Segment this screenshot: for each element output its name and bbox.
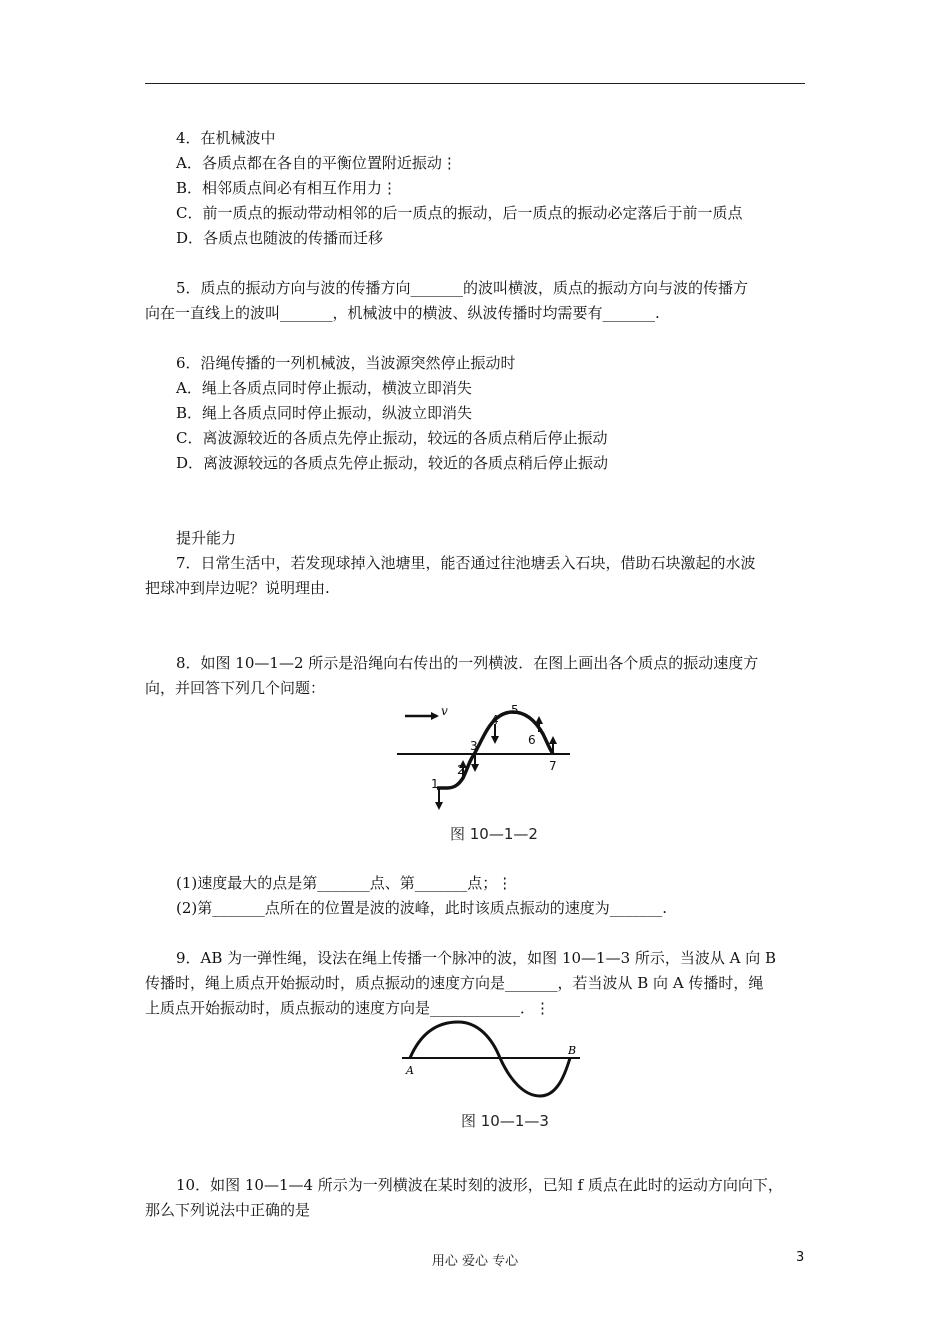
point-1-label: 1: [431, 777, 439, 791]
q4-stem: 4．在机械波中: [176, 129, 276, 147]
q9-line3: 上质点开始振动时，质点振动的速度方向是____________．⋮: [145, 999, 551, 1017]
point-7-label: 7: [549, 759, 557, 773]
point-3-label: 3: [470, 739, 478, 753]
q5-line2: 向在一直线上的波叫_______，机械波中的横波、纵波传播时均需要有_______.: [145, 304, 660, 322]
figure-10-1-2-caption: 图 10—1—2: [450, 825, 538, 843]
propagation-arrow-head: [431, 712, 439, 720]
q8-line2: 向，并回答下列几个问题：: [145, 679, 326, 697]
figure-10-1-3-caption: 图 10—1—3: [461, 1112, 549, 1130]
q10-line1: 10．如图 10—1—4 所示为一列横波在某时刻的波形，已知 f 质点在此时的运动方向向下，: [176, 1176, 783, 1194]
q4-option-a: A．各质点都在各自的平衡位置附近振动⋮: [176, 154, 457, 172]
point-2-label: 2: [457, 763, 465, 777]
page-footer: 用心 爱心 专心: [431, 1254, 519, 1269]
q6-stem: 6．沿绳传播的一列机械波，当波源突然停止振动时: [176, 354, 516, 372]
point-4-label: 4: [491, 713, 499, 727]
point-5-label: 5: [511, 703, 519, 717]
q8-line1: 8．如图 10—1—2 所示是沿绳向右传出的一列横波．在图上画出各个质点的振动速度方: [176, 654, 759, 672]
q9-line2: 传播时，绳上质点开始振动时，质点振动的速度方向是_______，若当波从 B 向 A 传播时，绳: [145, 974, 764, 992]
q6-option-d: D．离波源较远的各质点先停止振动，较近的各质点稍后停止振动: [176, 454, 609, 472]
page-number: 3: [796, 1250, 805, 1265]
q4-option-c: C．前一质点的振动带动相邻的后一质点的振动，后一质点的振动必定落后于前一质点: [176, 204, 743, 222]
q10-line2: 那么下列说法中正确的是: [145, 1201, 311, 1219]
q7-line1: 7．日常生活中，若发现球掉入池塘里，能否通过往池塘丢入石块，借助石块激起的水波: [176, 554, 756, 572]
q6-option-c: C．离波源较近的各质点先停止振动，较远的各质点稍后停止振动: [176, 429, 608, 447]
figure-10-1-2: [395, 700, 575, 820]
q6-option-a: A．绳上各质点同时停止振动，横波立即消失: [176, 379, 472, 397]
q9-line1: 9．AB 为一弹性绳，设法在绳上传播一个脉冲的波，如图 10—1—3 所示，当波从 A 向 B: [176, 949, 777, 967]
q8-sub1: (1)速度最大的点是第_______点、第_______点；⋮: [176, 874, 513, 892]
point-a-label: A: [406, 1064, 414, 1077]
section-title: 提升能力: [176, 529, 237, 547]
q4-option-b: B．相邻质点间必有相互作用力⋮: [176, 179, 398, 197]
q4-option-d: D．各质点也随波的传播而迁移: [176, 229, 384, 247]
q6-option-b: B．绳上各质点同时停止振动，纵波立即消失: [176, 404, 473, 422]
point-6-label: 6: [528, 733, 536, 747]
q8-sub2: (2)第_______点所在的位置是波的波峰，此时该质点振动的速度为_______.: [176, 899, 668, 917]
q5-line1: 5．质点的振动方向与波的传播方向_______的波叫横波，质点的振动方向与波的传播方: [176, 279, 749, 297]
q7-line2: 把球冲到岸边呢？说明理由.: [145, 579, 330, 597]
point-b-label: B: [568, 1044, 577, 1057]
velocity-label: v: [441, 704, 448, 718]
figure-10-1-3: [400, 1020, 585, 1105]
header-rule: [145, 83, 805, 84]
